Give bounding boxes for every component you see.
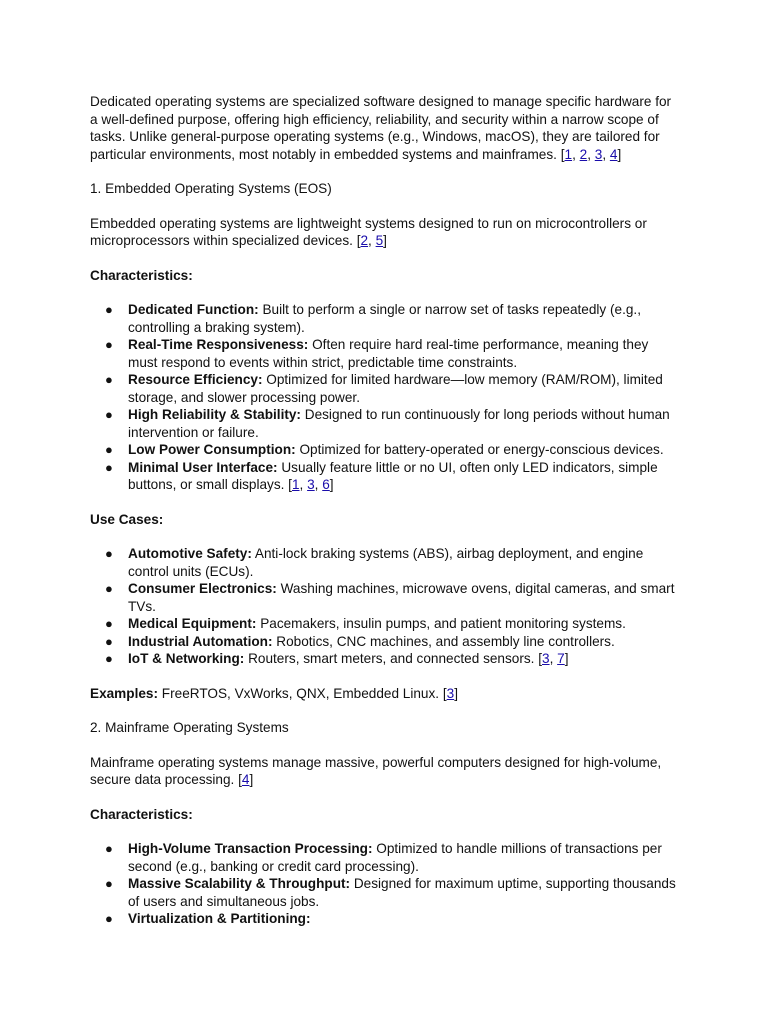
list-item: ● Consumer Electronics: Washing machines, microwave ovens, digital cameras, and smart TVs. <box>105 581 675 614</box>
list-item: ● High-Volume Transaction Processing: Optimized to handle millions of transactions per second (e.g., banking or credit card processing). <box>105 841 662 874</box>
list-item: ● Low Power Consumption: Optimized for battery-operated or energy-conscious devices. <box>105 442 664 457</box>
bullet-icon: ● <box>105 442 113 457</box>
embedded-intro-paragraph: Embedded operating systems are lightweight systems designed to run on microcontrollers or microprocessors within specialized devices. [2, 5] <box>90 215 647 248</box>
mainframe-intro-paragraph: Mainframe operating systems manage massive, powerful computers designed for high-volume, secure data processing. [4] <box>90 754 662 787</box>
bullet-icon: ● <box>105 372 113 387</box>
list-item: ● Dedicated Function: Built to perform a single or narrow set of tasks repeatedly (e.g., controlling a braking system). <box>105 302 641 335</box>
list-item: ● Massive Scalability & Throughput: Designed for maximum uptime, supporting thousands of users and simultaneous jobs. <box>105 876 676 909</box>
intro-paragraph: Dedicated operating systems are specialized software designed to manage specific hardware for a well-defined purpose, offering high efficiency, reliability, and security within a narrow scope of tasks. Unlike general-purpose operating systems (e.g., Windows, macOS), they are tailored for particular environments, most notably in embedded systems and mainframes. [1, 2, 3, 4] <box>90 94 672 162</box>
bullet-icon: ● <box>105 616 113 631</box>
list-item: ● Medical Equipment: Pacemakers, insulin pumps, and patient monitoring systems. <box>105 616 626 631</box>
characteristics-label: Characteristics: <box>90 806 193 822</box>
bullet-icon: ● <box>105 337 113 352</box>
citation-link[interactable]: 3 <box>542 651 550 666</box>
list-item: ● Industrial Automation: Robotics, CNC machines, and assembly line controllers. <box>105 633 615 649</box>
citation-link[interactable]: 3 <box>594 146 603 162</box>
citation-link[interactable]: 6 <box>322 477 330 492</box>
list-item: ● High Reliability & Stability: Designed to run continuously for long periods without human intervention or failure. <box>105 407 670 440</box>
list-item: ● Virtualization & Partitioning: <box>105 911 311 926</box>
bullet-icon: ● <box>105 633 113 649</box>
bullet-icon: ● <box>105 581 113 596</box>
citation-link[interactable]: 4 <box>609 146 618 162</box>
list-item: ● Minimal User Interface: Usually feature little or no UI, often only LED indicators, simple buttons, or small displays. [1, 3, 6] <box>105 459 658 492</box>
use-cases-label: Use Cases: <box>90 511 164 527</box>
bullet-icon: ● <box>105 876 113 891</box>
bullet-icon: ● <box>105 841 113 856</box>
citation-link[interactable]: 3 <box>446 685 455 701</box>
citation-link[interactable]: 7 <box>557 651 565 666</box>
embedded-characteristics-list <box>90 301 680 494</box>
citation-link[interactable]: 2 <box>360 233 369 248</box>
section-heading-mainframe: 2. Mainframe Operating Systems <box>90 720 289 735</box>
list-item: ● IoT & Networking: Routers, smart meters, and connected sensors. [3, 7] <box>105 651 569 666</box>
citation-link[interactable]: 3 <box>307 477 315 492</box>
examples-paragraph: Examples: FreeRTOS, VxWorks, QNX, Embedded Linux. [3] <box>90 685 458 701</box>
bullet-icon: ● <box>105 407 113 422</box>
bullet-icon: ● <box>105 911 113 926</box>
list-item: ● Real-Time Responsiveness: Often require hard real-time performance, meaning they must respond to events within strict, predictable time constraints. <box>105 337 649 370</box>
citation-link[interactable]: 1 <box>291 477 300 492</box>
list-item: ● Resource Efficiency: Optimized for limited hardware—low memory (RAM/ROM), limited storage, and slower processing power. <box>105 372 663 405</box>
citation-link[interactable]: 1 <box>564 146 573 162</box>
document-body <box>90 93 680 945</box>
citation-link[interactable]: 5 <box>375 233 384 248</box>
citation-link[interactable]: 4 <box>241 772 250 787</box>
use-cases-list <box>90 545 680 668</box>
bullet-icon: ● <box>105 302 113 317</box>
list-item: ● Automotive Safety: Anti-lock braking systems (ABS), airbag deployment, and engine control units (ECUs). <box>105 546 644 579</box>
citation-link[interactable]: 2 <box>579 146 588 162</box>
bullet-icon: ● <box>105 546 113 561</box>
bullet-icon: ● <box>105 651 113 666</box>
section-heading-embedded: 1. Embedded Operating Systems (EOS) <box>90 181 332 196</box>
bullet-icon: ● <box>105 459 113 475</box>
mainframe-characteristics-list <box>90 840 680 928</box>
characteristics-label: Characteristics: <box>90 267 193 283</box>
